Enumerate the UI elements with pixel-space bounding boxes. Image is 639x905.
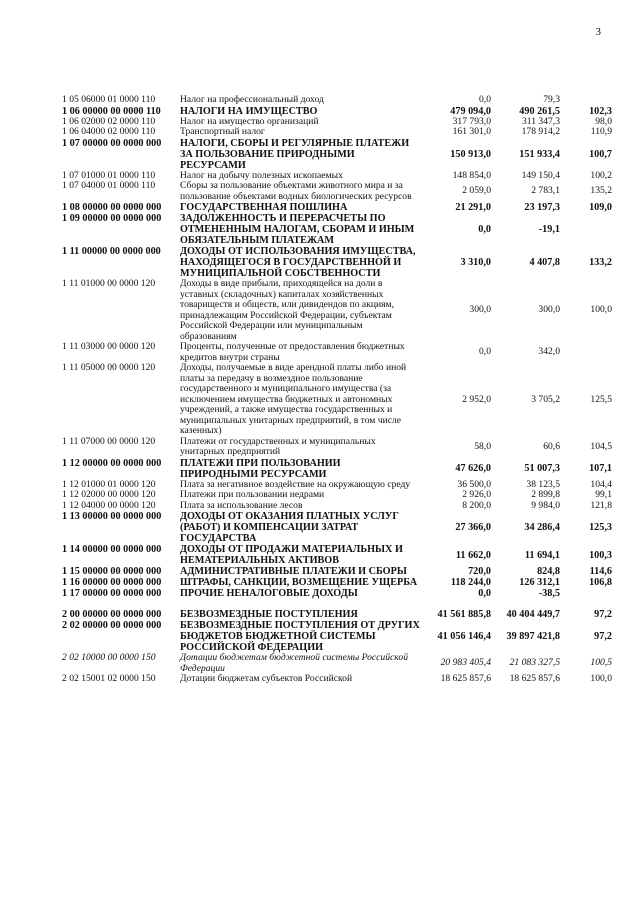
table-row <box>62 501 612 512</box>
table-row <box>62 674 612 685</box>
budget-code: 2 02 00000 00 0000 000 <box>62 620 162 631</box>
plan-amount: 720,0 <box>468 566 491 577</box>
plan-amount: 41 561 885,8 <box>437 609 491 620</box>
execution-percent <box>560 342 612 363</box>
execution-percent: 100,3 <box>589 549 612 561</box>
table-row <box>62 202 612 213</box>
budget-code: 1 16 00000 00 0000 000 <box>62 577 162 588</box>
actual-amount: 34 286,4 <box>524 522 560 533</box>
revenue-name: Доходы, получаемые в виде арендной платы либо иной платы за передачу в возмездное пользование государственного и муниципального имущества (за исключением имущества бюджетных и автономных учреждений, а также имущества государственных и муниципальных унитарных предприятий, в том числе казенных) <box>180 362 407 436</box>
execution-percent: 110,9 <box>590 126 612 137</box>
revenue-name: ГОСУДАРСТВЕННАЯ ПОШЛИНА <box>180 202 348 213</box>
revenue-name: Платежи от государственных и муниципальных унитарных предприятий <box>180 435 376 457</box>
actual-amount: 2 899,8 <box>531 489 560 500</box>
table-row <box>62 566 612 577</box>
plan-amount: 0,0 <box>479 94 491 105</box>
execution-percent: 97,2 <box>594 631 612 642</box>
execution-percent <box>560 95 612 106</box>
execution-percent: 125,3 <box>589 522 612 533</box>
plan-amount: 0,0 <box>478 224 491 235</box>
actual-amount: 18 625 857,6 <box>509 673 560 684</box>
actual-amount <box>491 599 560 609</box>
table-row <box>62 95 612 106</box>
execution-percent: 121,8 <box>590 499 612 511</box>
execution-percent <box>560 588 612 599</box>
budget-table-body <box>62 95 612 685</box>
table-row <box>62 511 612 544</box>
revenue-name: НАЛОГИ, СБОРЫ И РЕГУЛЯРНЫЕ ПЛАТЕЖИ ЗА ПОЛЬЗОВАНИЕ ПРИРОДНЫМИ РЕСУРСАМИ <box>180 137 410 171</box>
plan-amount: 41 056 146,4 <box>437 631 491 642</box>
plan-amount: 8 200,0 <box>462 499 491 511</box>
actual-amount: 490 261,5 <box>519 105 560 117</box>
revenue-name: АДМИНИСТРАТИВНЫЕ ПЛАТЕЖИ И СБОРЫ <box>180 566 407 577</box>
actual-amount: 60,6 <box>543 440 560 452</box>
plan-amount: 3 310,0 <box>460 257 491 268</box>
budget-code: 1 06 04000 02 0000 110 <box>62 126 156 137</box>
table-row <box>62 490 612 501</box>
plan-amount: 58,0 <box>474 440 491 452</box>
table-row <box>62 279 612 342</box>
table-row <box>62 609 612 620</box>
actual-amount: 342,0 <box>538 346 560 358</box>
execution-percent: 125,5 <box>590 393 612 405</box>
revenue-name: Налог на имущество организаций <box>180 115 319 127</box>
execution-percent: 99,1 <box>595 489 612 500</box>
execution-percent: 106,8 <box>589 577 612 588</box>
plan-amount: 2 926,0 <box>462 489 491 500</box>
budget-code: 1 11 01000 00 0000 120 <box>62 278 156 289</box>
actual-amount: 300,0 <box>538 304 560 316</box>
budget-code: 1 12 00000 00 0000 000 <box>62 457 162 469</box>
table-row <box>62 544 612 566</box>
budget-code: 1 05 06000 01 0000 110 <box>62 94 156 105</box>
budget-code: 2 02 10000 00 0000 150 <box>62 652 156 663</box>
plan-amount: 2 059,0 <box>462 185 491 197</box>
execution-percent: 100,2 <box>590 169 612 181</box>
plan-amount: 18 625 857,6 <box>440 673 491 684</box>
actual-amount: 178 914,2 <box>521 126 560 137</box>
execution-percent: 100,5 <box>590 657 612 669</box>
budget-code: 1 09 00000 00 0000 000 <box>62 213 162 224</box>
plan-amount: 118 244,0 <box>450 577 491 588</box>
budget-code: 1 08 00000 00 0000 000 <box>62 202 162 213</box>
plan-amount: 47 626,0 <box>455 463 491 474</box>
plan-amount <box>420 599 491 609</box>
page-number: 3 <box>595 26 601 38</box>
plan-amount: 21 291,0 <box>455 202 491 213</box>
actual-amount: 2 783,1 <box>531 185 560 197</box>
actual-amount: 4 407,8 <box>529 257 560 268</box>
revenue-name: ДОХОДЫ ОТ ОКАЗАНИЯ ПЛАТНЫХ УСЛУГ (РАБОТ) И КОМПЕНСАЦИИ ЗАТРАТ ГОСУДАРСТВА <box>180 511 399 544</box>
revenue-name: Плата за использование лесов <box>180 499 303 511</box>
plan-amount: 150 913,0 <box>450 148 491 160</box>
plan-amount: 479 094,0 <box>450 105 491 117</box>
execution-percent: 100,0 <box>590 673 612 684</box>
actual-amount: 79,3 <box>543 94 560 105</box>
revenue-name: Плата за негативное воздействие на окружающую среду <box>180 478 411 490</box>
actual-amount: 51 007,3 <box>524 463 560 474</box>
table-row <box>62 599 612 609</box>
revenue-name: Налог на профессиональный доход <box>180 94 324 105</box>
budget-code: 2 02 15001 02 0000 150 <box>62 673 156 684</box>
actual-amount: 3 705,2 <box>531 393 560 405</box>
revenue-name: ПЛАТЕЖИ ПРИ ПОЛЬЗОВАНИИ ПРИРОДНЫМИ РЕСУРСАМИ <box>180 457 341 480</box>
revenue-name: ДОХОДЫ ОТ ИСПОЛЬЗОВАНИЯ ИМУЩЕСТВА, НАХОДЯЩЕГОСЯ В ГОСУДАРСТВЕННОЙ И МУНИЦИПАЛЬНОЙ СОБСТВЕННОСТИ <box>180 246 416 279</box>
revenue-name: БЕЗВОЗМЕЗДНЫЕ ПОСТУПЛЕНИЯ ОТ ДРУГИХ БЮДЖЕТОВ БЮДЖЕТНОЙ СИСТЕМЫ РОССИЙСКОЙ ФЕДЕРАЦИИ <box>180 620 420 653</box>
table-row <box>62 106 612 117</box>
revenue-name: Дотации бюджетам субъектов Российской <box>180 673 353 684</box>
execution-percent <box>560 213 612 246</box>
budget-code <box>62 599 180 609</box>
actual-amount: 824,8 <box>537 566 560 577</box>
revenue-name: БЕЗВОЗМЕЗДНЫЕ ПОСТУПЛЕНИЯ <box>180 609 358 620</box>
actual-amount: 39 897 421,8 <box>506 631 560 642</box>
revenue-name: ПРОЧИЕ НЕНАЛОГОВЫЕ ДОХОДЫ <box>180 588 358 599</box>
revenue-name <box>180 599 420 609</box>
budget-code: 1 11 07000 00 0000 120 <box>62 435 156 447</box>
actual-amount: 40 404 449,7 <box>506 609 560 620</box>
table-row <box>62 213 612 246</box>
execution-percent: 104,4 <box>590 478 612 490</box>
execution-percent: 100,7 <box>589 148 612 160</box>
table-row <box>62 653 612 674</box>
plan-amount: 36 500,0 <box>457 478 491 490</box>
plan-amount: 0,0 <box>478 588 491 599</box>
plan-amount: 161 301,0 <box>452 126 491 137</box>
plan-amount: 0,0 <box>479 346 491 358</box>
budget-code: 1 07 04000 01 0000 110 <box>62 180 156 191</box>
budget-code: 1 11 00000 00 0000 000 <box>62 246 161 257</box>
table-row <box>62 363 612 437</box>
execution-percent: 97,2 <box>594 609 612 620</box>
budget-code: 1 15 00000 00 0000 000 <box>62 566 162 577</box>
budget-code: 1 07 01000 01 0000 110 <box>62 169 156 181</box>
budget-code: 1 14 00000 00 0000 000 <box>62 544 162 555</box>
actual-amount: 311 347,3 <box>521 115 560 127</box>
budget-code: 1 11 05000 00 0000 120 <box>62 362 156 373</box>
plan-amount: 11 662,0 <box>455 549 491 561</box>
table-row <box>62 138 612 171</box>
plan-amount: 148 854,0 <box>452 169 491 181</box>
revenue-name: Сборы за пользование объектами животного мира и за пользование объектами водных биологических ресурсов <box>180 180 412 202</box>
execution-percent: 135,2 <box>590 185 612 197</box>
plan-amount: 300,0 <box>469 304 491 316</box>
plan-amount: 2 952,0 <box>462 393 491 405</box>
budget-code: 1 06 02000 02 0000 110 <box>62 115 156 127</box>
execution-percent: 104,5 <box>590 440 612 452</box>
table-row <box>62 342 612 363</box>
execution-percent: 133,2 <box>589 257 612 268</box>
revenue-name: НАЛОГИ НА ИМУЩЕСТВО <box>180 105 318 117</box>
budget-revenue-table <box>62 95 612 685</box>
revenue-name: Платежи при пользовании недрами <box>180 489 325 500</box>
plan-amount: 317 793,0 <box>452 115 491 127</box>
revenue-name: Транспортный налог <box>180 126 265 137</box>
actual-amount: 11 694,1 <box>524 549 560 561</box>
actual-amount: 21 083 327,5 <box>509 657 560 669</box>
actual-amount: -19,1 <box>538 224 560 235</box>
execution-percent: 109,0 <box>589 202 612 213</box>
budget-code: 2 00 00000 00 0000 000 <box>62 609 162 620</box>
table-row <box>62 588 612 599</box>
actual-amount: 9 984,0 <box>531 499 560 511</box>
table-row <box>62 181 612 202</box>
budget-code: 1 07 00000 00 0000 000 <box>62 137 162 149</box>
revenue-name: Проценты, полученные от предоставления бюджетных кредитов внутри страны <box>180 341 405 363</box>
actual-amount: 23 197,3 <box>524 202 560 213</box>
revenue-name: Доходы в виде прибыли, приходящейся на доли в уставных (складочных) капиталах хозяйственных товариществ и обществ, или дивидендов по акциям, принадлежащим Российской Федерации, субъектам Российской Федерации или муниципальным образованиям <box>180 278 395 342</box>
revenue-name: ДОХОДЫ ОТ ПРОДАЖИ МАТЕРИАЛЬНЫХ И НЕМАТЕРИАЛЬНЫХ АКТИВОВ <box>180 544 403 566</box>
revenue-name: Дотации бюджетам бюджетной системы Российской Федерации <box>180 652 408 674</box>
execution-percent: 100,0 <box>590 304 612 316</box>
execution-percent: 114,6 <box>589 566 612 577</box>
revenue-name: Налог на добычу полезных ископаемых <box>180 169 343 181</box>
execution-percent: 107,1 <box>589 463 612 474</box>
budget-code: 1 17 00000 00 0000 000 <box>62 588 162 599</box>
budget-code: 1 12 02000 00 0000 120 <box>62 489 156 500</box>
actual-amount: 151 933,4 <box>519 148 560 160</box>
execution-percent: 102,3 <box>589 105 612 117</box>
table-row <box>62 127 612 138</box>
execution-percent <box>560 599 612 609</box>
budget-code: 1 12 04000 00 0000 120 <box>62 499 156 511</box>
plan-amount: 20 983 405,4 <box>440 657 491 669</box>
table-row <box>62 246 612 279</box>
revenue-name: ЗАДОЛЖЕННОСТЬ И ПЕРЕРАСЧЕТЫ ПО ОТМЕНЕННЫМ НАЛОГАМ, СБОРАМ И ИНЫМ ОБЯЗАТЕЛЬНЫМ ПЛАТЕЖАМ <box>180 213 415 246</box>
table-row <box>62 577 612 588</box>
budget-code: 1 13 00000 00 0000 000 <box>62 511 162 522</box>
actual-amount: 126 312,1 <box>519 577 560 588</box>
table-row <box>62 437 612 458</box>
budget-code: 1 12 01000 01 0000 120 <box>62 478 156 490</box>
actual-amount: 149 150,4 <box>521 169 560 181</box>
revenue-name: ШТРАФЫ, САНКЦИИ, ВОЗМЕЩЕНИЕ УЩЕРБА <box>180 577 418 588</box>
actual-amount: -38,5 <box>538 588 560 599</box>
budget-code: 1 11 03000 00 0000 120 <box>62 341 156 352</box>
execution-percent: 98,0 <box>595 115 612 127</box>
actual-amount: 38 123,5 <box>526 478 560 490</box>
plan-amount: 27 366,0 <box>455 522 491 533</box>
table-row <box>62 458 612 480</box>
table-row <box>62 620 612 653</box>
budget-code: 1 06 00000 00 0000 110 <box>62 105 161 117</box>
